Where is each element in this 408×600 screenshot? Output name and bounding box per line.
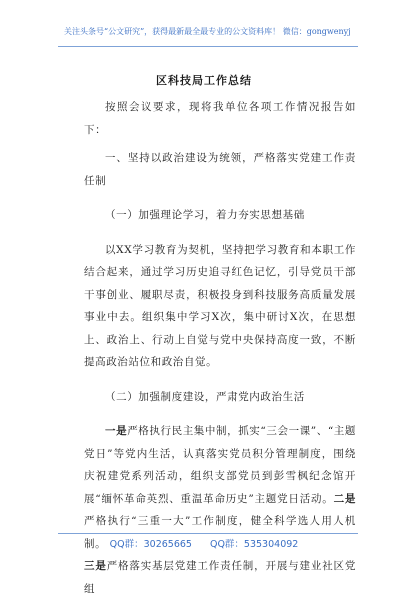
point-lead-1: 一是	[105, 425, 128, 437]
footer	[0, 536, 408, 550]
section-heading-1: 一、坚持以政治建设为统领，严格落实党建工作责任制	[84, 152, 356, 187]
header-divider	[58, 46, 358, 47]
subsection-heading-2: （二）加强制度建设，严肃党内政治生活	[105, 390, 305, 403]
point-text-2: 严格执行“三重一大”工作制度，健全科学选人用人机制。	[84, 515, 356, 550]
subsection-heading-1: （一）加强理论学习，着力夯实思想基础	[105, 209, 305, 221]
header-banner: 关注头条号“公文研究”，获得最新最全最专业的公文资料库！ 微信：gongwenyj	[64, 27, 351, 36]
paragraph-3	[84, 555, 356, 600]
point-lead-3: 三是	[84, 560, 107, 572]
document-body	[84, 96, 356, 600]
footer-qq-group-2: QQ群：535304092	[209, 539, 299, 550]
intro-paragraph: 按照会议要求，现将我单位各项工作情况报告如下：	[84, 101, 356, 136]
point-text-1: 严格执行民主集中制，抓实“三会一课”、“主题党日”等党内生活，认真落实党员积分管理制度，围绕庆祝建党系列活动，组织支部党员到彭雪枫纪念馆开展“缅怀革命英烈、重温革命历史”主题党日活动。	[84, 425, 357, 505]
footer-qq-group-1: QQ群：30265665	[109, 539, 192, 550]
paragraph-1: 以XX学习教育为契机，坚持把学习教育和本职工作结合起来，通过学习历史追寻红色记忆，引导党员干部干事创业、履职尽责，积极投身到科技服务高质量发展事业中去。组织集中学习X次，集中研讨X次，在思想上、政治上、行动上自觉与党中央保持高度一致，不断提高政治站位和政治自觉。	[84, 243, 356, 368]
point-lead-2: 二是	[333, 492, 356, 505]
document-title: 区科技局工作总结	[156, 74, 252, 87]
footer-divider	[58, 533, 358, 534]
point-text-3: 严格落实基层党建工作责任制，开展与建业社区党组	[84, 560, 356, 595]
paragraph-2	[84, 420, 356, 555]
